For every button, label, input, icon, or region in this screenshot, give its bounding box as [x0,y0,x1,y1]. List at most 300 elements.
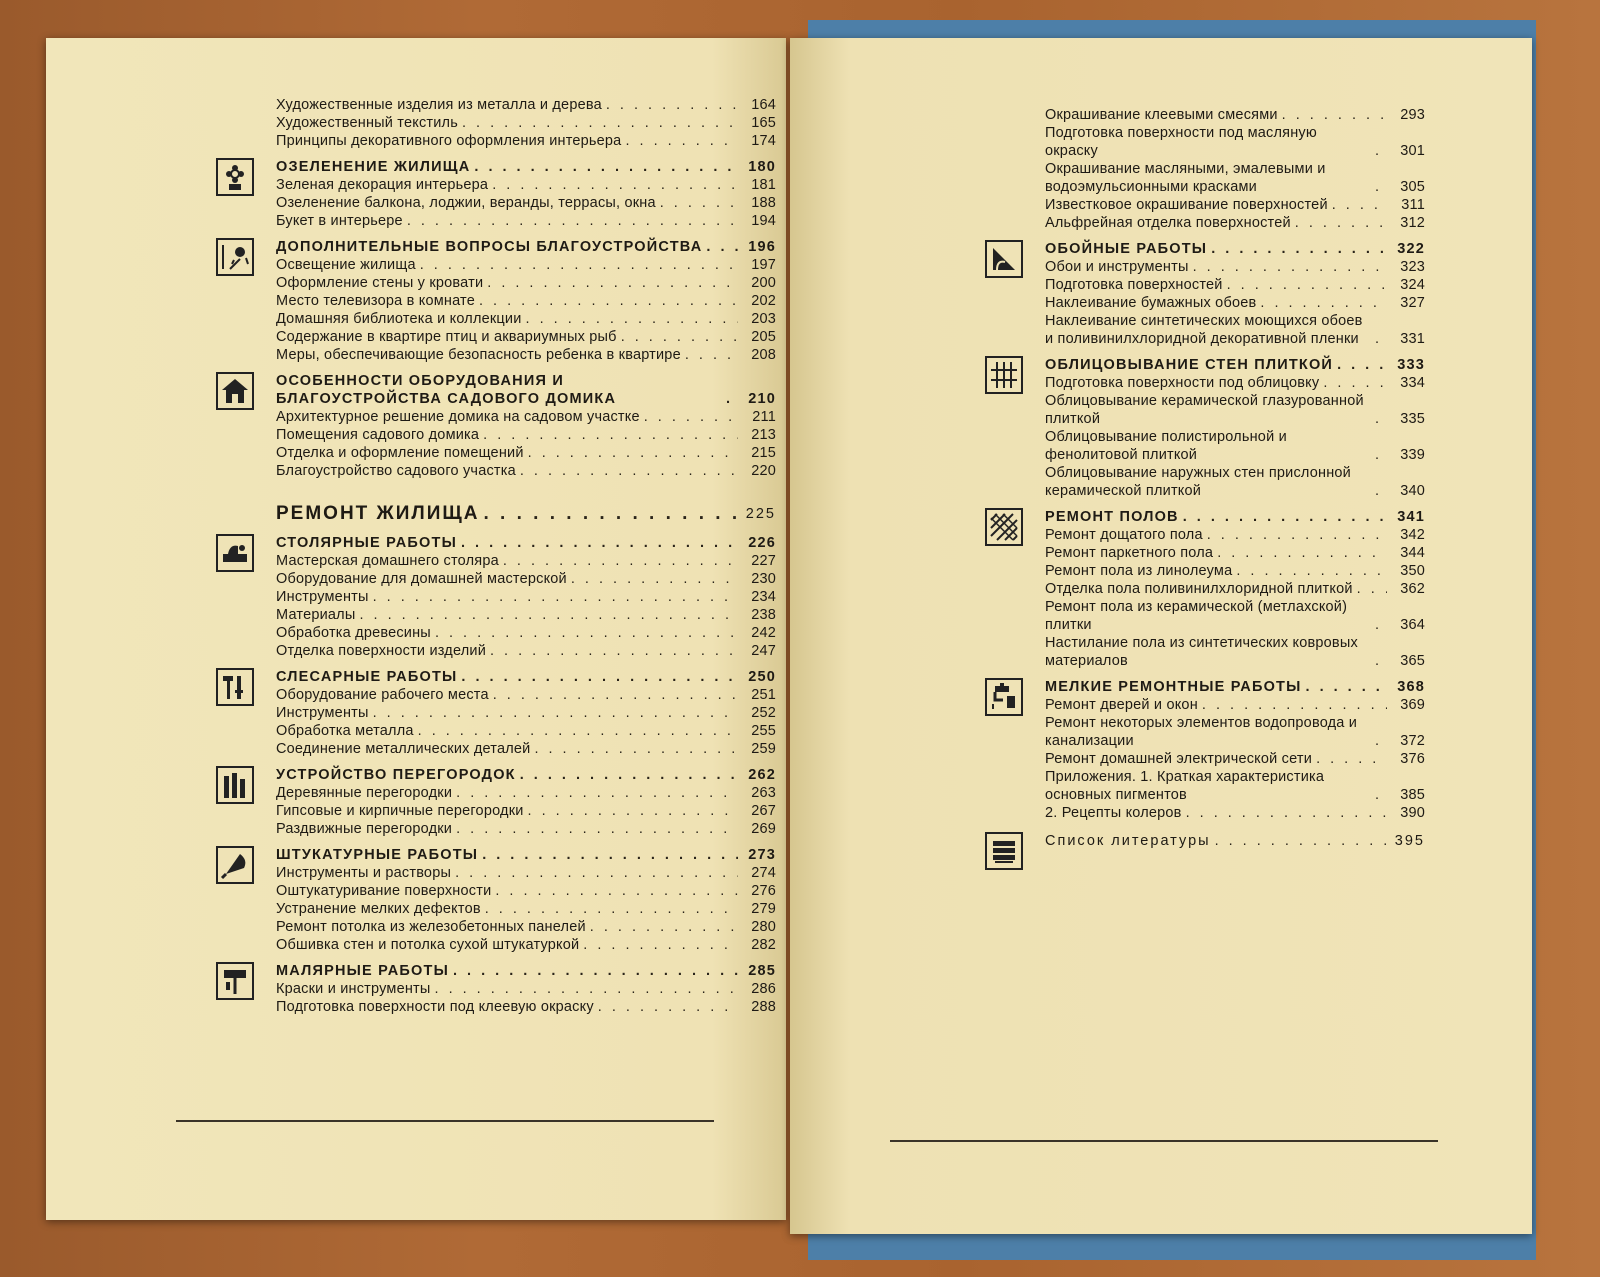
toc-title: Озеленение балкона, лоджии, веранды, террасы, окна [276,195,656,211]
dot-leader [1375,446,1387,464]
dot-leader [1202,696,1387,714]
toc-title: Инструменты [276,589,369,605]
dot-leader [1306,678,1387,696]
toc-title: Подготовка поверхности под масляную окраску [1045,125,1317,159]
dot-leader [456,784,738,802]
page-number: 282 [751,937,776,953]
page-number: 197 [751,257,776,273]
dot-leader [1375,616,1387,634]
dot-leader [1207,526,1387,544]
toc-entry [985,374,1425,392]
page-number: 181 [751,177,776,193]
dot-leader [1323,374,1387,392]
toc-title: Художественные изделия из металла и дерева [276,97,602,113]
toc-title: ОБОЙНЫЕ РАБОТЫ [1045,241,1208,257]
page-number: 339 [1400,447,1425,463]
toc-chapter-heading [216,668,776,686]
toc-title: ШТУКАТУРНЫЕ РАБОТЫ [276,847,479,863]
toc-title: Инструменты [276,705,369,721]
dot-leader [373,588,738,606]
dot-leader [571,570,738,588]
page-number: 362 [1400,581,1425,597]
dot-leader [526,310,738,328]
toc-entry [216,194,776,212]
toc-entry [985,832,1425,850]
toc-title: ОСОБЕННОСТИ ОБОРУДОВАНИЯ И БЛАГОУСТРОЙСТВА САДОВОГО ДОМИКА [276,373,617,407]
page-number: 180 [748,159,776,175]
toc-title: Благоустройство садового участка [276,463,516,479]
toc-chapter-heading [216,238,776,256]
dot-leader [407,212,738,230]
dot-leader [1375,410,1387,428]
toc-section [216,372,776,408]
page-number: 194 [751,213,776,229]
toc-part-heading [216,502,776,526]
page-number: 288 [751,999,776,1015]
dot-leader [455,864,738,882]
toc-entry [985,768,1425,804]
dot-leader [1316,750,1387,768]
toc-section [216,998,776,1016]
toc-title: Место телевизора в комнате [276,293,475,309]
toc-section [216,936,776,954]
toc-section [216,502,776,526]
toc-title: Деревянные перегородки [276,785,453,801]
toc-entry [216,918,776,936]
toc-title: ОЗЕЛЕНЕНИЕ ЖИЛИЩА [276,159,471,175]
page-number: 210 [748,391,776,407]
toc-title: Облицовывание наружных стен прислонной керамической плиткой [1045,465,1351,499]
left-toc-column [216,96,776,1016]
toc-title: Ремонт потолка из железобетонных панелей [276,919,586,935]
toc-title: Подготовка поверхности под облицовку [1045,375,1320,391]
toc-entry [985,258,1425,276]
toc-entry [985,526,1425,544]
dot-leader [1236,562,1387,580]
dot-leader [462,114,738,132]
toc-section [985,750,1425,768]
dot-leader [483,426,738,444]
toc-section [985,714,1425,750]
dot-leader [492,176,738,194]
toc-title: Облицовывание керамической глазурованной плиткой [1045,393,1364,427]
toc-section [985,160,1425,196]
page-number: 267 [751,803,776,819]
dot-leader [606,96,738,114]
page-number: 196 [748,239,776,255]
toc-title: Наклеивание бумажных обоев [1045,295,1257,311]
toc-chapter-heading [216,766,776,784]
toc-title: Принципы декоративного оформления интерьера [276,133,622,149]
toc-title: Ремонт паркетного пола [1045,545,1214,561]
toc-entry [216,740,776,758]
toc-title: 2. Рецепты колеров [1045,805,1182,821]
toc-title: Устранение мелких дефектов [276,901,481,917]
toc-entry [216,176,776,194]
toc-entry [985,214,1425,232]
toc-entry [216,328,776,346]
toc-chapter-heading [985,356,1425,374]
toc-chapter-heading [216,962,776,980]
page-number: 211 [752,409,776,425]
toc-section [985,832,1425,850]
page-number: 368 [1397,679,1425,695]
page-number: 285 [748,963,776,979]
toc-section [216,624,776,642]
page-number: 226 [748,535,776,551]
page-number: 322 [1397,241,1425,257]
page-number: 301 [1400,143,1425,159]
dot-leader [1375,178,1387,196]
toc-section [216,132,776,150]
page-number: 365 [1400,653,1425,669]
toc-entry [216,212,776,230]
toc-section [985,678,1425,696]
page-number: 350 [1400,563,1425,579]
dot-leader [528,444,738,462]
toc-title: Инструменты и растворы [276,865,452,881]
toc-title: Ремонт пола из керамической (метлахской) плитки [1045,599,1348,633]
dot-leader [520,462,738,480]
toc-entry [216,686,776,704]
page-number: 213 [751,427,776,443]
toc-section [985,508,1425,526]
toc-title: Содержание в квартире птиц и аквариумных рыб [276,329,617,345]
toc-entry [985,276,1425,294]
page-number: 342 [1400,527,1425,543]
toc-title: МАЛЯРНЫЕ РАБОТЫ [276,963,449,979]
toc-section [985,598,1425,634]
toc-title: Подготовка поверхности под клеевую окраску [276,999,594,1015]
toc-section [216,686,776,704]
page-number: 323 [1400,259,1425,275]
toc-title: Список литературы [1045,833,1211,849]
dot-leader [1375,142,1387,160]
dot-leader [373,704,738,722]
toc-chapter-heading [985,508,1425,526]
toc-title: УСТРОЙСТВО ПЕРЕГОРОДОК [276,767,516,783]
toc-section [216,704,776,722]
toc-section [216,642,776,660]
toc-entry [216,722,776,740]
page-number: 242 [751,625,776,641]
page-number: 250 [748,669,776,685]
toc-chapter-heading [216,534,776,552]
page-number: 344 [1400,545,1425,561]
page-number: 279 [751,901,776,917]
toc-title: Оштукатуривание поверхности [276,883,492,899]
toc-section [985,258,1425,276]
toc-title: Облицовывание полистирольной и фенолитовой плиткой [1045,429,1287,463]
books-icon [985,832,1023,870]
toc-section [216,820,776,838]
toc-entry [985,804,1425,822]
toc-entry [216,96,776,114]
toc-section [985,464,1425,500]
dot-leader [1337,356,1387,374]
toc-title: Обшивка стен и потолка сухой штукатуркой [276,937,580,953]
toc-entry [985,428,1425,464]
toc-title: Альфрейная отделка поверхностей [1045,215,1291,231]
toc-entry [985,562,1425,580]
toc-entry [216,606,776,624]
toc-entry [216,864,776,882]
toc-chapter-heading [216,846,776,864]
toc-title: Обработка древесины [276,625,431,641]
toc-title: Оборудование рабочего места [276,687,489,703]
toc-section [216,194,776,212]
toc-title: Архитектурное решение домика на садовом участке [276,409,640,425]
toc-title: Приложения. 1. Краткая характеристика основных пигментов [1045,769,1325,803]
toc-entry [216,704,776,722]
toc-section [985,768,1425,804]
dot-leader [479,292,738,310]
dot-leader [461,668,738,686]
page-number: 276 [751,883,776,899]
toc-title: СЛЕСАРНЫЕ РАБОТЫ [276,669,458,685]
toc-title: Гипсовые и кирпичные перегородки [276,803,524,819]
toc-section [216,784,776,802]
dot-leader [495,882,738,900]
toc-title: Ремонт некоторых элементов водопровода и канализации [1045,715,1358,749]
toc-section [985,124,1425,160]
toc-title: Наклеивание синтетических моющихся обоев и поливинилхлоридной декоративной пленки [1045,313,1363,347]
dot-leader [625,132,738,150]
toc-entry [216,980,776,998]
toc-entry [216,998,776,1016]
dot-leader [482,846,738,864]
toc-title: Меры, обеспечивающие безопасность ребенка в квартире [276,347,681,363]
toc-section [216,408,776,426]
toc-section [216,426,776,444]
toc-section [985,312,1425,348]
toc-section [216,864,776,882]
dot-leader [461,534,738,552]
toc-entry [985,392,1425,428]
page-number: 225 [745,506,776,522]
toc-title: Мастерская домашнего столяра [276,553,499,569]
toc-section [985,276,1425,294]
toc-title: Художественный текстиль [276,115,458,131]
page-number: 280 [751,919,776,935]
dot-leader [453,962,738,980]
toc-section [216,114,776,132]
page-number: 390 [1400,805,1425,821]
toc-entry [985,750,1425,768]
dot-leader [474,158,738,176]
dot-leader [621,328,738,346]
toc-entry [216,426,776,444]
toc-section [216,274,776,292]
toc-section [985,696,1425,714]
dot-leader [1211,240,1387,258]
page-number: 227 [751,553,776,569]
toc-section [985,356,1425,374]
dot-leader [706,238,738,256]
page-number: 255 [751,723,776,739]
page-number: 335 [1400,411,1425,427]
toc-section [216,606,776,624]
toc-entry [216,882,776,900]
toc-title: Краски и инструменты [276,981,431,997]
toc-section [216,980,776,998]
toc-section [985,804,1425,822]
toc-entry [985,312,1425,348]
dot-leader [435,624,738,642]
dot-leader [1227,276,1387,294]
toc-section [216,846,776,864]
left-page [46,38,786,1220]
toc-entry [985,714,1425,750]
dot-leader [1193,258,1387,276]
page-number: 205 [751,329,776,345]
toc-section [216,212,776,230]
dot-leader [418,722,738,740]
toc-title: Настилание пола из синтетических ковровых материалов [1045,635,1358,669]
page-number: 312 [1400,215,1425,231]
toc-entry [216,552,776,570]
dot-leader [1375,652,1387,670]
toc-entry [216,256,776,274]
toc-entry [216,936,776,954]
dot-leader [1375,786,1387,804]
page-number: 369 [1400,697,1425,713]
toc-section [216,96,776,114]
toc-section [216,882,776,900]
toc-section [216,588,776,606]
dot-leader [1282,106,1387,124]
toc-title: ОБЛИЦОВЫВАНИЕ СТЕН ПЛИТКОЙ [1045,357,1334,373]
page-number: 188 [751,195,776,211]
toc-entry [216,802,776,820]
right-page [790,38,1532,1234]
toc-section [985,294,1425,312]
page-number: 247 [751,643,776,659]
dot-leader [1186,804,1387,822]
toc-title: Обои и инструменты [1045,259,1189,275]
page-number: 200 [751,275,776,291]
page-number: 395 [1394,833,1425,849]
house-icon [216,372,254,410]
toc-section [216,346,776,364]
dot-leader [1215,832,1387,850]
page-number: 372 [1400,733,1425,749]
toc-title: Материалы [276,607,356,623]
right-bottom-rule [890,1140,1438,1142]
toc-title: Окрашивание клеевыми смесями [1045,107,1278,123]
toc-section [985,374,1425,392]
toc-title: Отделка и оформление помещений [276,445,524,461]
toc-title: Обработка металла [276,723,414,739]
toc-title: Подготовка поверхностей [1045,277,1223,293]
toc-title: Отделка поверхности изделий [276,643,486,659]
dot-leader [1375,732,1387,750]
toc-section [216,722,776,740]
toc-title: МЕЛКИЕ РЕМОНТНЫЕ РАБОТЫ [1045,679,1302,695]
toc-section [216,238,776,256]
toc-section [216,900,776,918]
toc-title: Ремонт дощатого пола [1045,527,1203,543]
toc-chapter-heading [985,678,1425,696]
dot-leader [490,642,738,660]
dot-leader [534,740,738,758]
toc-entry [216,900,776,918]
toc-title: Раздвижные перегородки [276,821,453,837]
dot-leader [483,502,738,526]
left-bottom-rule [176,1120,714,1122]
page-number: 341 [1397,509,1425,525]
dot-leader [435,980,738,998]
toc-entry [216,444,776,462]
page-number: 251 [751,687,776,703]
toc-section [216,802,776,820]
page-number: 215 [751,445,776,461]
toc-section [216,570,776,588]
toc-entry [216,462,776,480]
toc-section [216,256,776,274]
toc-section [985,634,1425,670]
toc-section [216,158,776,176]
dot-leader [685,346,738,364]
toc-entry [985,196,1425,214]
page-number: 364 [1400,617,1425,633]
dot-leader [660,194,738,212]
right-toc-column [985,106,1425,850]
page-number: 165 [751,115,776,131]
toc-section [216,740,776,758]
toc-section [216,534,776,552]
page-number: 334 [1400,375,1425,391]
toc-section [985,240,1425,258]
toc-section [985,392,1425,428]
toc-chapter-heading [216,158,776,176]
page-number: 340 [1400,483,1425,499]
toc-entry [985,696,1425,714]
toc-title: СТОЛЯРНЫЕ РАБОТЫ [276,535,457,551]
page-number: 331 [1400,331,1425,347]
page-number: 273 [748,847,776,863]
dot-leader [485,900,738,918]
toc-section [216,176,776,194]
toc-section [216,668,776,686]
toc-section [985,544,1425,562]
dot-leader [503,552,738,570]
toc-entry [216,588,776,606]
dot-leader [456,820,738,838]
page-number: 293 [1400,107,1425,123]
page-number: 327 [1400,295,1425,311]
dot-leader [359,606,738,624]
dot-leader [1332,196,1387,214]
toc-title: РЕМОНТ ЖИЛИЩА [276,503,480,524]
toc-entry [216,570,776,588]
toc-section [985,580,1425,598]
page-number: 286 [751,981,776,997]
toc-entry [985,464,1425,500]
toc-section [216,292,776,310]
toc-title: Освещение жилища [276,257,416,273]
toc-section [216,462,776,480]
page-number: 208 [751,347,776,363]
toc-section [985,214,1425,232]
toc-title: Домашняя библиотека и коллекции [276,311,522,327]
page-number: 274 [751,865,776,881]
toc-section [216,962,776,980]
toc-title: Оформление стены у кровати [276,275,484,291]
dot-leader [590,918,738,936]
page-number: 324 [1400,277,1425,293]
toc-title: Оборудование для домашней мастерской [276,571,567,587]
